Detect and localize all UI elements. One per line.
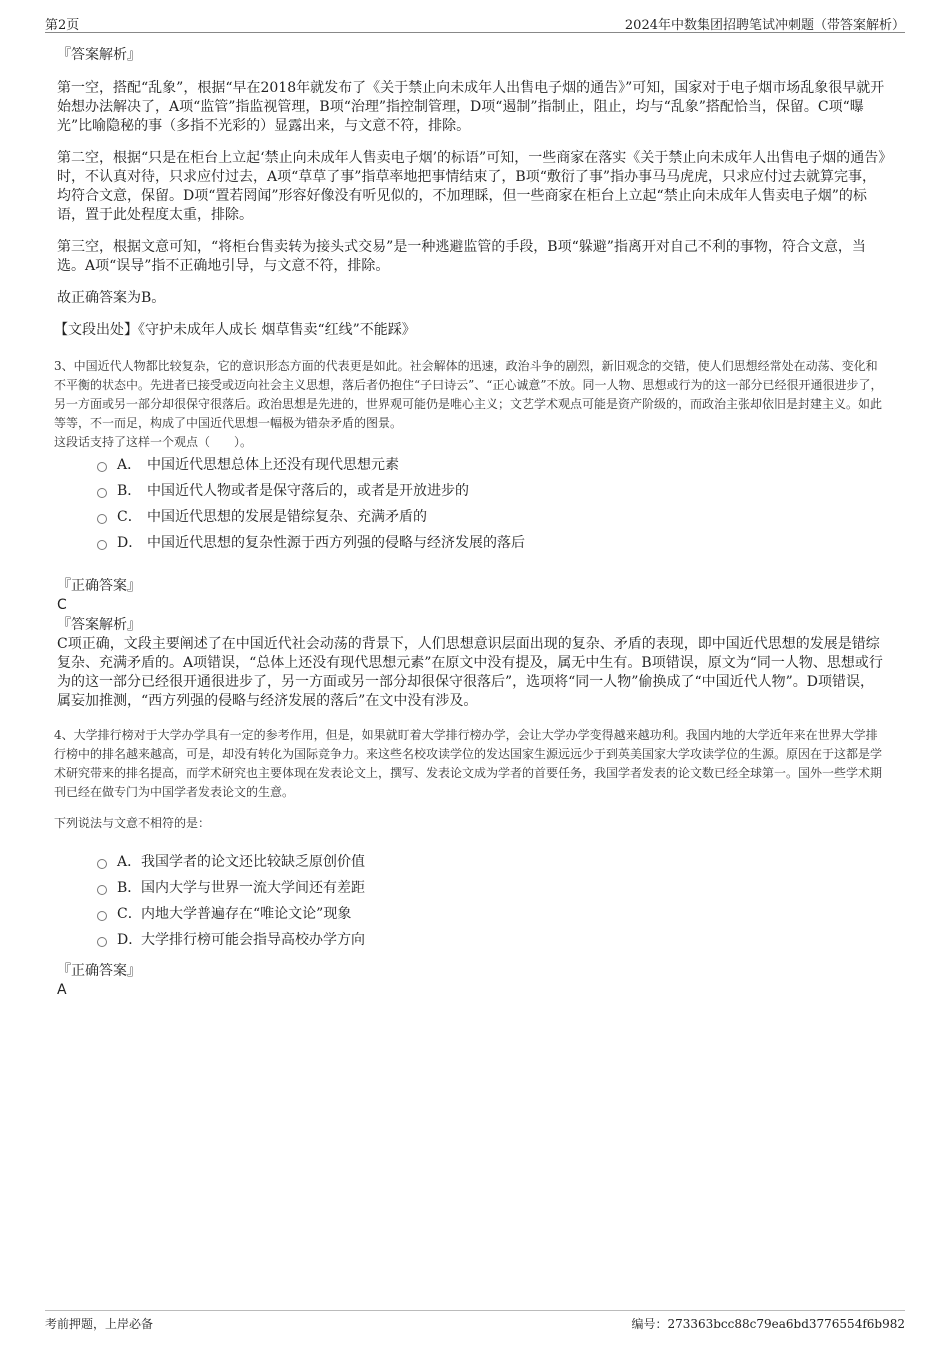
q4-options: [57, 849, 887, 953]
q3-option-b[interactable]: B． 中国近代人物或者是保守落后的，或者是开放进步的: [97, 478, 887, 504]
radio-icon[interactable]: [97, 514, 107, 524]
q4-answer: A: [57, 982, 67, 998]
page-number: 第2页: [45, 18, 80, 33]
q3-analysis: C项正确，文段主要阐述了在中国近代社会动荡的背景下，人们思想意识层面出现的复杂、矛盾的表现，即中国近代思想的发展是错综复杂、充满矛盾的。A项错误，“总体上还没有现代思想元素”在原文中没有提及，属无中生有。B项错误，原文为“同一人物、思想或行为的这一部分已经很开通很进步了，另一方面或另一部分却很保守很落后”，选项将“同一人物”偷换成了“中国近代人物”。D项错误，属妄加推测，“西方列强的侵略与经济发展的落后”在文中没有涉及。: [57, 636, 883, 709]
radio-icon[interactable]: [97, 859, 107, 869]
q2-analysis-p2: 第二空，根据“只是在柜台上立起‘禁止向未成年人售卖电子烟’的标语”可知，一些商家在落实《关于禁止向未成年人出售电子烟的通告》时，不认真对待，只求应付过去，A项“草草了事”指草率地把事情结束了，B项“敷衍了事”指办事马马虎虎，只求应付过去就算完事，均符合文意，保留。D项“置若罔闻”形容好像没有听见似的，不加理睬，但一些商家在柜台上立起“禁止向未成年人售卖电子烟”的标语，置于此处程度太重，排除。: [57, 150, 886, 223]
q4-option-d[interactable]: D． 大学排行榜可能会指导高校办学方向: [97, 927, 887, 953]
footer-slogan: 考前押题，上岸必备: [45, 1317, 154, 1331]
q4-prompt: 下列说法与文意不相符的是：: [54, 816, 211, 830]
q3-answer-label: 『正确答案』: [57, 578, 141, 594]
q3-prompt: 这段话支持了这样一个观点（ ）。: [54, 435, 253, 449]
radio-icon[interactable]: [97, 911, 107, 921]
q4-option-b[interactable]: B． 国内大学与世界一流大学间还有差距: [97, 875, 887, 901]
q4-option-a[interactable]: A． 我国学者的论文还比较缺乏原创价值: [97, 849, 887, 875]
document-title: 2024年中数集团招聘笔试冲刺题（带答案解析）: [624, 18, 905, 33]
q2-conclusion: 故正确答案为B。: [57, 290, 166, 306]
radio-icon[interactable]: [97, 885, 107, 895]
q3-option-c[interactable]: C． 中国近代思想的发展是错综复杂、充满矛盾的: [97, 504, 887, 530]
q3-stem: 3、中国近代人物都比较复杂，它的意识形态方面的代表更是如此。社会解体的迅速，政治斗争的剧烈，新旧观念的交错，使人们思想经常处在动荡、变化和不平衡的状态中。先进者已接受或迈向社会主义思想，落后者仍抱住“子曰诗云”、“正心诚意”不放。同一人物、思想或行为的这一部分已经很开通很进步了，另一方面或另一部分却很保守很落后。政治思想是先进的，世界观可能仍是唯心主义；文艺学术观点可能是资产阶级的，而政治主张却依旧是封建主义。如此等等，不一而足，构成了中国近代思想一幅极为错杂矛盾的图景。: [54, 359, 883, 430]
radio-icon[interactable]: [97, 540, 107, 550]
q2-analysis-p3: 第三空，根据文意可知，“将柜台售卖转为接头式交易”是一种逃避监管的手段，B项“躲避”指离开对自己不利的事物，符合文意，当选。A项“误导”指不正确地引导，与文意不符，排除。: [57, 239, 866, 274]
q3-answer: C: [57, 597, 67, 613]
q4-option-c[interactable]: C． 内地大学普遍存在“唯论文论”现象: [97, 901, 887, 927]
radio-icon[interactable]: [97, 462, 107, 472]
q2-analysis-label: 『答案解析』: [57, 47, 141, 63]
q2-analysis-p1: 第一空，搭配“乱象”，根据“早在2018年就发布了《关于禁止向未成年人出售电子烟的通告》”可知，国家对于电子烟市场乱象很早就开始想办法解决了，A项“监管”指监视管理，B项“治理”指控制管理，D项“遏制”指制止，阻止，均与“乱象”搭配恰当，保留。C项“曝光”比喻隐秘的事（多指不光彩的）显露出来，与文意不符，排除。: [57, 80, 885, 134]
page-content: [54, 45, 887, 1000]
radio-icon[interactable]: [97, 937, 107, 947]
radio-icon[interactable]: [97, 488, 107, 498]
page-footer: [45, 1310, 905, 1331]
q3-option-d[interactable]: D． 中国近代思想的复杂性源于西方列强的侵略与经济发展的落后: [97, 530, 887, 556]
q3-options: [57, 452, 887, 556]
q2-source: 【文段出处】《守护未成年人成长 烟草售卖“红线”不能踩》: [54, 322, 416, 338]
q4-answer-label: 『正确答案』: [57, 963, 141, 979]
q3-option-a[interactable]: A． 中国近代思想总体上还没有现代思想元素: [97, 452, 887, 478]
q4-stem: 4、大学排行榜对于大学办学具有一定的参考作用，但是，如果就盯着大学排行榜办学，会让大学办学变得越来越功利。我国内地的大学近年来在世界大学排行榜中的排名越来越高，可是，却没有转化为国际竞争力。来这些名校攻读学位的发达国家生源远远少于到英美国家大学攻读学位的生源。原因在于这都是学术研究带来的排名提高，而学术研究也主要体现在发表论文上，撰写、发表论文成为学者的首要任务，我国学者发表的论文数已经全球第一。国外一些学术期刊已经在做专门为中国学者发表论文的生意。: [54, 728, 883, 799]
page-header: [45, 12, 905, 33]
document-id: 编号：273363bcc88c79ea6bd3776554f6b982: [631, 1317, 905, 1331]
q3-analysis-label: 『答案解析』: [57, 617, 141, 633]
